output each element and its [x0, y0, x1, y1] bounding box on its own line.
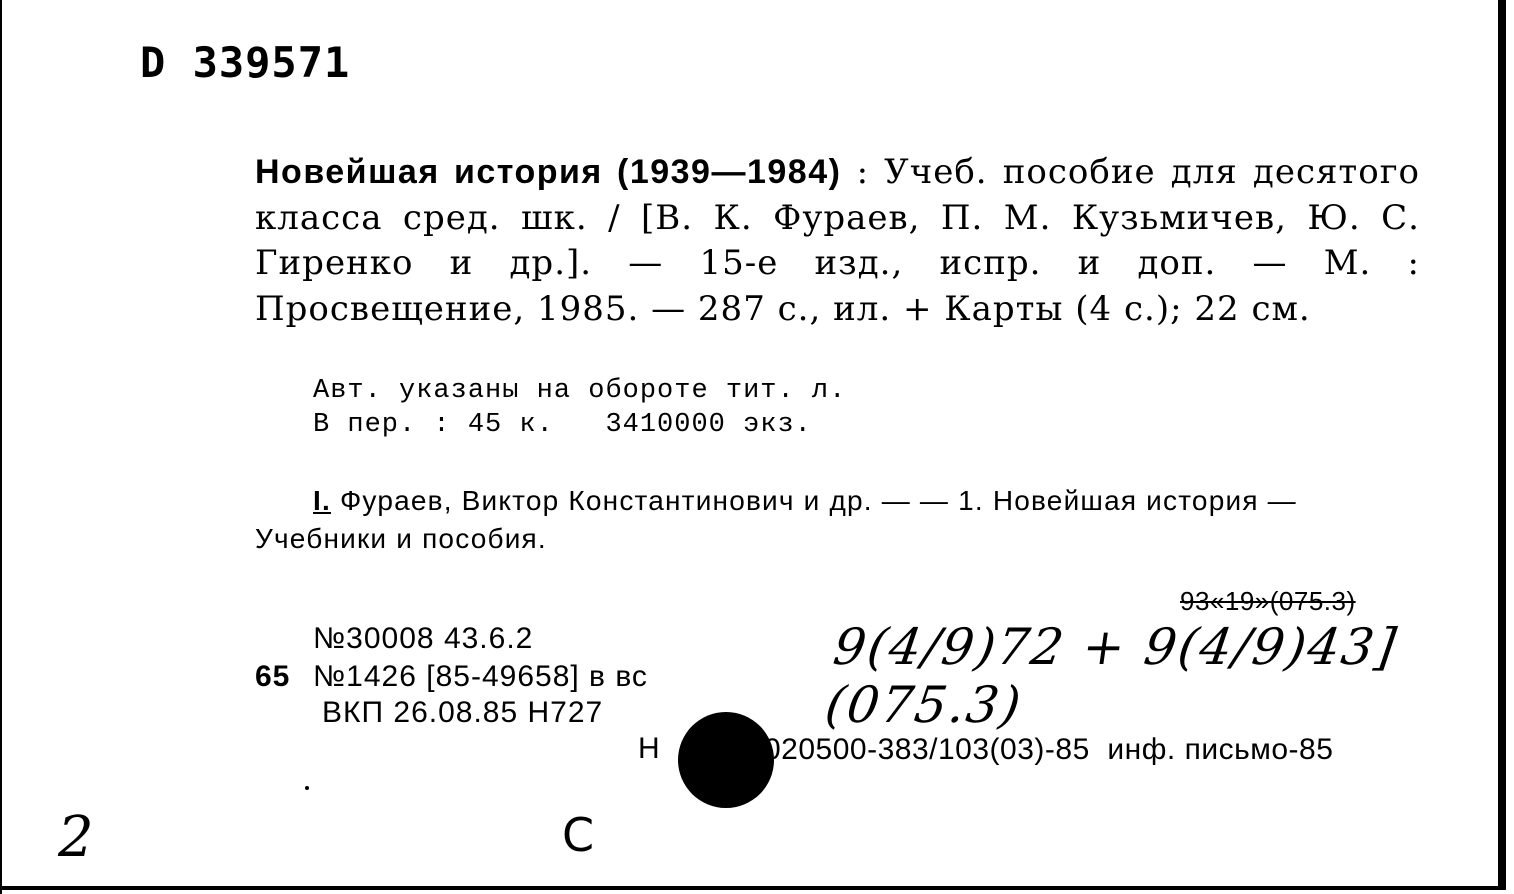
- tracing: [255, 482, 1420, 558]
- bibliographic-description: [255, 150, 1420, 332]
- tracing-text: Фураев, Виктор Константинович и др. — — 1. Новейшая история — Учебники и пособия.: [255, 485, 1297, 554]
- description-body: : Учеб. пособие для десятого класса сред. шк. / [В. К. Фураев, П. М. Кузьмичев, Ю. С. Гиренко и др.]. — 15-е изд., испр. и доп. — М. : Просвещение, 1985. — 287 с., ил. + Карты (4 с.); 22 см.: [255, 152, 1420, 329]
- crossed-out-classification: 93«19»(075.3): [1180, 586, 1356, 616]
- accession-line-1: №30008 43.6.2: [313, 622, 534, 655]
- ink-dot: [305, 786, 309, 790]
- accession-line-2: №1426 [85-49658] в вс: [313, 660, 648, 693]
- accession-line-3: ВКП 26.08.85 Н727: [322, 696, 604, 729]
- tracing-roman: I.: [313, 485, 331, 516]
- bottom-letter: С: [562, 808, 595, 862]
- call-number: D 339571: [140, 38, 351, 87]
- book-title: Новейшая история (1939—1984): [255, 153, 842, 191]
- punch-hole: [678, 712, 774, 808]
- handwritten-number: 2: [58, 805, 94, 870]
- price-note: В пер. : 45 к. 3410000 экз.: [313, 410, 812, 440]
- card-left-edge: [0, 0, 2, 894]
- handwritten-classification: 9(4/9)72 + 9(4/9)43](075.3): [821, 618, 1402, 734]
- accession-prefix: 65: [255, 660, 291, 693]
- authors-note: Авт. указаны на обороте тит. л.: [313, 376, 847, 406]
- publisher-code: 020500-383/103(03)-85 инф. письмо-85: [764, 733, 1334, 766]
- publisher-letter: Н: [638, 732, 660, 765]
